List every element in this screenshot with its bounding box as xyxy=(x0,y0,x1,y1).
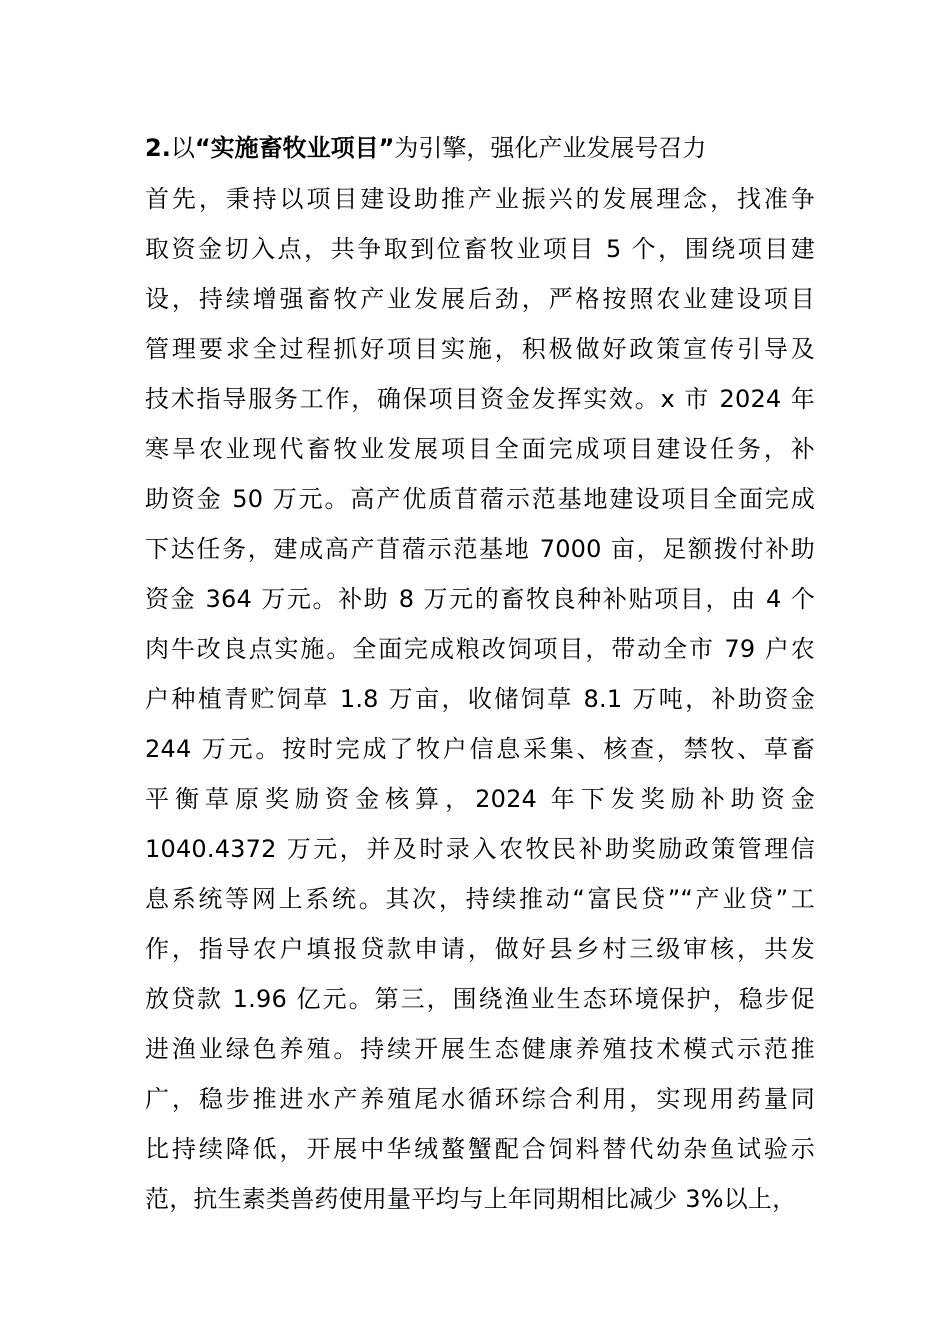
paragraph-line: 助资金 50 万元。高产优质苜蓿示范基地建设项目全面完成 xyxy=(145,485,815,513)
paragraph-line: 资金 364 万元。补助 8 万元的畜牧良种补贴项目，由 4 个 xyxy=(145,585,815,613)
paragraph-line: 广，稳步推进水产养殖尾水循环综合利用，实现用药量同 xyxy=(145,1085,815,1113)
paragraph-line: 作，指导农户填报贷款申请，做好县乡村三级审核，共发 xyxy=(145,935,815,963)
paragraph-line: 放贷款 1.96 亿元。第三，围绕渔业生态环境保护，稳步促 xyxy=(145,985,815,1013)
paragraph-line: 下达任务，建成高产苜蓿示范基地 7000 亩，足额拨付补助 xyxy=(145,535,815,563)
paragraph-line: 比持续降低，开展中华绒螯蟹配合饲料替代幼杂鱼试验示 xyxy=(145,1135,815,1163)
body-paragraph xyxy=(145,174,815,1224)
paragraph-line: 户种植青贮饲草 1.8 万亩，收储饲草 8.1 万吨，补助资金 xyxy=(145,685,815,713)
paragraph-line: 技术指导服务工作，确保项目资金发挥实效。x 市 2024 年 xyxy=(145,385,815,413)
paragraph-line: 1040.4372 万元，并及时录入农牧民补助奖励政策管理信 xyxy=(145,835,815,863)
heading-quoted-title: “实施畜牧业项目” xyxy=(194,134,395,162)
paragraph-line: 设，持续增强畜牧产业发展后劲，严格按照农业建设项目 xyxy=(145,285,815,313)
heading-prefix: 以 xyxy=(170,134,195,162)
paragraph-line: 范，抗生素类兽药使用量平均与上年同期相比减少 3%以上， xyxy=(145,1185,797,1213)
paragraph-line: 肉牛改良点实施。全面完成粮改饲项目，带动全市 79 户农 xyxy=(145,635,815,663)
paragraph-line: 寒旱农业现代畜牧业发展项目全面完成项目建设任务，补 xyxy=(145,435,815,463)
paragraph-line: 首先，秉持以项目建设助推产业振兴的发展理念，找准争 xyxy=(145,185,815,213)
heading-suffix: 为引擎，强化产业发展号召力 xyxy=(394,134,707,162)
paragraph-line: 244 万元。按时完成了牧户信息采集、核查，禁牧、草畜 xyxy=(145,735,815,763)
paragraph-line: 取资金切入点，共争取到位畜牧业项目 5 个，围绕项目建 xyxy=(145,235,815,263)
section-heading xyxy=(145,126,815,170)
paragraph-line: 息系统等网上系统。其次，持续推动“富民贷”“产业贷”工 xyxy=(145,885,815,913)
heading-number: 2. xyxy=(145,134,171,162)
paragraph-line: 平衡草原奖励资金核算，2024 年下发奖励补助资金 xyxy=(145,785,815,813)
paragraph-line: 管理要求全过程抓好项目实施，积极做好政策宣传引导及 xyxy=(145,335,815,363)
paragraph-line: 进渔业绿色养殖。持续开展生态健康养殖技术模式示范推 xyxy=(145,1035,815,1063)
